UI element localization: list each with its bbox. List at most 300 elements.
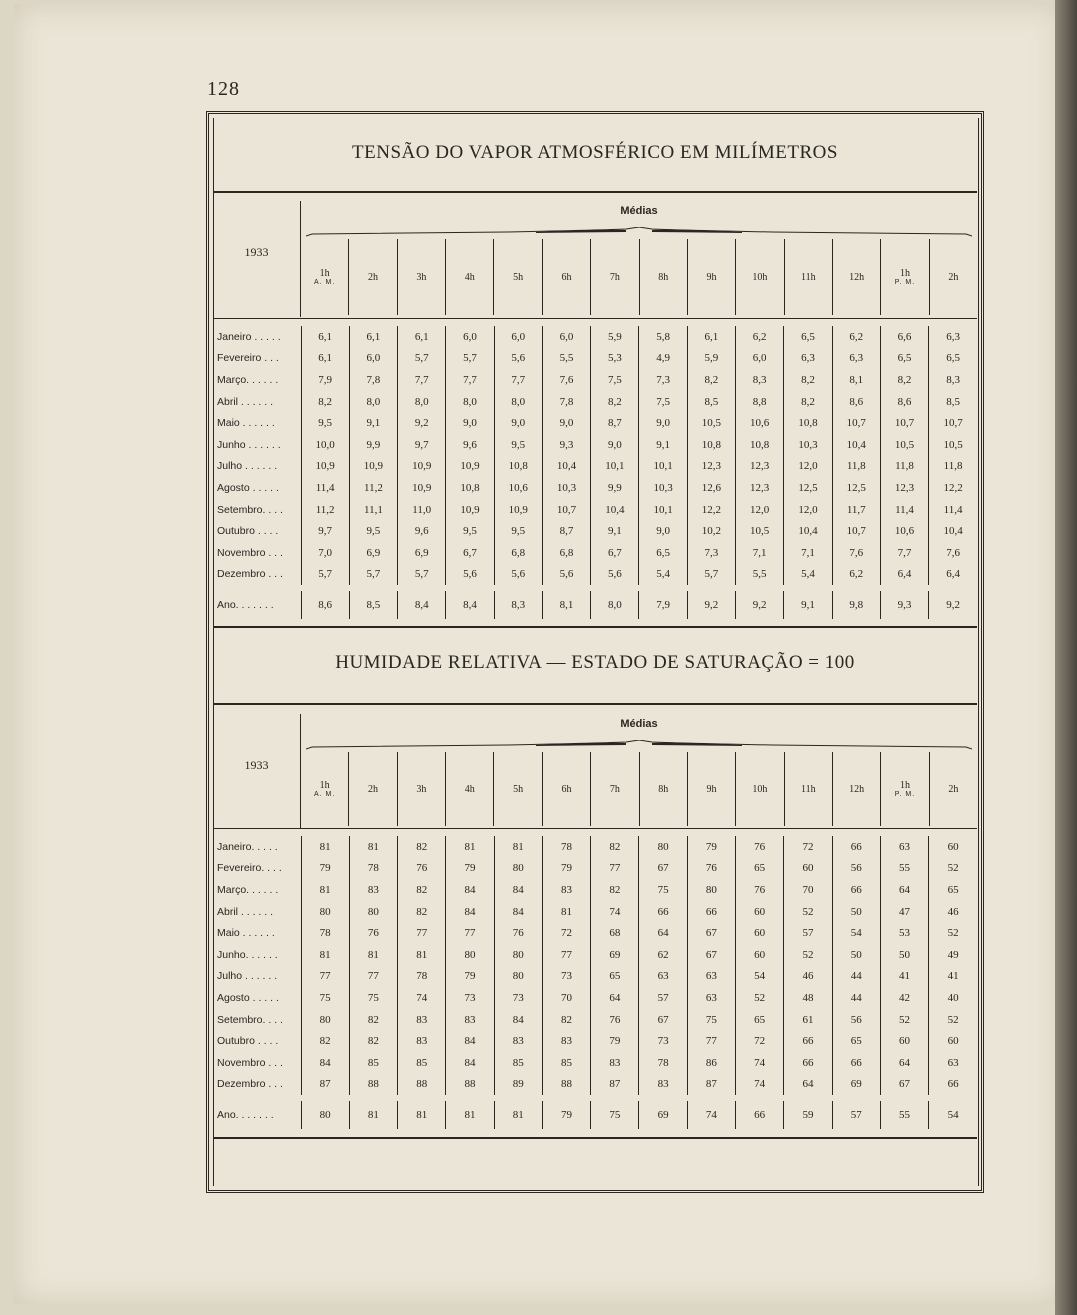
table-cell: 83 xyxy=(349,879,397,901)
table-cell: 86 xyxy=(687,1052,735,1074)
table-cell: 8,2 xyxy=(880,369,928,391)
table-cell: 12,3 xyxy=(687,456,735,478)
table-cell: 5,6 xyxy=(494,564,542,589)
table2-hour-header xyxy=(832,752,880,826)
table-cell: 9,2 xyxy=(398,412,446,434)
table-cell: 83 xyxy=(639,1074,687,1099)
table-cell: 9,3 xyxy=(880,588,928,619)
table-cell: 42 xyxy=(880,987,928,1009)
table2-hour-header xyxy=(880,752,928,826)
table-cell: 80 xyxy=(301,901,349,923)
table-cell: 83 xyxy=(446,1009,494,1031)
table-cell: 67 xyxy=(639,858,687,880)
table-cell: 81 xyxy=(398,944,446,966)
table-cell: 50 xyxy=(832,944,880,966)
table-cell: 79 xyxy=(446,966,494,988)
table-cell: 6,5 xyxy=(880,348,928,370)
table-cell: 65 xyxy=(929,879,977,901)
table-cell: 5,5 xyxy=(736,564,784,589)
table-cell: 82 xyxy=(398,879,446,901)
table2-header xyxy=(213,706,977,828)
table-cell: 5,9 xyxy=(687,348,735,370)
table-cell: 12,3 xyxy=(736,477,784,499)
hour-label: 4h xyxy=(464,783,475,795)
table1-header xyxy=(213,193,977,317)
table-cell: 9,0 xyxy=(446,412,494,434)
table-cell: 79 xyxy=(542,858,590,880)
table-cell: 55 xyxy=(880,858,928,880)
table-cell: 7,6 xyxy=(929,542,977,564)
table2-hour-header xyxy=(397,752,445,826)
table-cell: 6,1 xyxy=(301,348,349,370)
row-label: Setembro. . . . xyxy=(213,1009,301,1031)
table-cell: 5,8 xyxy=(639,326,687,348)
row-label: Janeiro . . . . . xyxy=(213,326,301,348)
row-label: Ano. . . . . . . xyxy=(213,588,301,619)
table-cell: 87 xyxy=(591,1074,639,1099)
table-cell: 10,0 xyxy=(301,434,349,456)
row-label: Fevereiro. . . . xyxy=(213,858,301,880)
table-cell: 63 xyxy=(929,1052,977,1074)
table-cell: 9,1 xyxy=(349,412,397,434)
table-cell: 8,0 xyxy=(591,588,639,619)
row-label: Junho . . . . . . xyxy=(213,434,301,456)
table-cell: 6,3 xyxy=(784,348,832,370)
table-cell: 10,3 xyxy=(639,477,687,499)
table-cell: 44 xyxy=(832,966,880,988)
table-cell: 81 xyxy=(349,1098,397,1129)
table-cell: 66 xyxy=(639,901,687,923)
table-cell: 10,8 xyxy=(687,434,735,456)
table-cell: 9,0 xyxy=(639,520,687,542)
table-cell: 78 xyxy=(639,1052,687,1074)
table-cell: 60 xyxy=(880,1030,928,1052)
table-cell: 9,6 xyxy=(398,520,446,542)
table-cell: 66 xyxy=(736,1098,784,1129)
table-cell: 10,1 xyxy=(639,456,687,478)
table-cell: 66 xyxy=(832,1052,880,1074)
table-cell: 73 xyxy=(494,987,542,1009)
hour-label: 10h xyxy=(752,783,768,795)
row-label: Novembro . . . xyxy=(213,1052,301,1074)
table1-bottom-rule xyxy=(213,626,977,628)
table-cell: 6,2 xyxy=(832,326,880,348)
table-cell: 74 xyxy=(736,1074,784,1099)
table-cell: 64 xyxy=(880,1052,928,1074)
table-cell: 12,2 xyxy=(687,499,735,521)
table-cell: 6,1 xyxy=(687,326,735,348)
table-row xyxy=(213,477,977,499)
table-cell: 70 xyxy=(784,879,832,901)
table-cell: 87 xyxy=(301,1074,349,1099)
table-cell: 59 xyxy=(784,1098,832,1129)
table-cell: 80 xyxy=(301,1098,349,1129)
table-cell: 9,0 xyxy=(494,412,542,434)
table-cell: 57 xyxy=(784,922,832,944)
table-cell: 11,8 xyxy=(880,456,928,478)
table2-hour-header xyxy=(639,752,687,826)
table-cell: 5,7 xyxy=(349,564,397,589)
table-cell: 6,1 xyxy=(301,326,349,348)
table-cell: 81 xyxy=(494,1098,542,1129)
table-cell: 76 xyxy=(687,858,735,880)
table-cell: 10,7 xyxy=(880,412,928,434)
table2-title: HUMIDADE RELATIVA — ESTADO DE SATURAÇÃO = 100 xyxy=(335,652,855,673)
table2-medias-brace xyxy=(306,740,972,752)
table-cell: 79 xyxy=(591,1030,639,1052)
hour-label: 7h xyxy=(609,271,620,283)
hour-label: 11h xyxy=(800,271,816,283)
table-cell: 81 xyxy=(349,836,397,858)
table-row xyxy=(213,966,977,988)
table-cell: 7,7 xyxy=(494,369,542,391)
row-label: Março. . . . . . xyxy=(213,369,301,391)
table-cell: 9,1 xyxy=(591,520,639,542)
table-cell: 79 xyxy=(301,858,349,880)
table-cell: 84 xyxy=(494,879,542,901)
table-cell: 41 xyxy=(880,966,928,988)
table-cell: 11,2 xyxy=(301,499,349,521)
table-cell: 82 xyxy=(591,879,639,901)
table-cell: 56 xyxy=(832,858,880,880)
table-cell: 12,0 xyxy=(736,499,784,521)
row-label: Novembro . . . xyxy=(213,542,301,564)
table-cell: 8,4 xyxy=(446,588,494,619)
table-cell: 8,3 xyxy=(494,588,542,619)
table-cell: 11,8 xyxy=(832,456,880,478)
table-cell: 6,2 xyxy=(832,564,880,589)
table-cell: 6,0 xyxy=(446,326,494,348)
table-cell: 7,0 xyxy=(301,542,349,564)
table-cell: 77 xyxy=(349,966,397,988)
hour-label: 11h xyxy=(800,783,816,795)
table-cell: 6,0 xyxy=(736,348,784,370)
table-cell: 57 xyxy=(832,1098,880,1129)
table-cell: 9,2 xyxy=(736,588,784,619)
table-cell: 69 xyxy=(639,1098,687,1129)
table-row xyxy=(213,564,977,589)
table-cell: 8,2 xyxy=(301,391,349,413)
total-row xyxy=(213,588,977,619)
table-cell: 81 xyxy=(542,901,590,923)
table-cell: 10,7 xyxy=(929,412,977,434)
table-cell: 7,5 xyxy=(639,391,687,413)
hour-label: 6h xyxy=(561,271,572,283)
table-cell: 10,2 xyxy=(687,520,735,542)
table-row xyxy=(213,922,977,944)
row-label: Agosto . . . . . xyxy=(213,477,301,499)
table-row xyxy=(213,499,977,521)
table-cell: 5,7 xyxy=(687,564,735,589)
table-cell: 76 xyxy=(736,836,784,858)
total-row xyxy=(213,1098,977,1129)
table-row xyxy=(213,520,977,542)
row-label: Abril . . . . . . xyxy=(213,901,301,923)
table-cell: 84 xyxy=(446,1052,494,1074)
row-label: Janeiro. . . . . xyxy=(213,836,301,858)
table-cell: 74 xyxy=(736,1052,784,1074)
table-cell: 10,6 xyxy=(736,412,784,434)
row-label: Dezembro . . . xyxy=(213,1074,301,1099)
table-cell: 46 xyxy=(929,901,977,923)
table-cell: 82 xyxy=(591,836,639,858)
table-row xyxy=(213,1030,977,1052)
table-cell: 78 xyxy=(301,922,349,944)
table-cell: 10,8 xyxy=(736,434,784,456)
table-cell: 44 xyxy=(832,987,880,1009)
table-cell: 52 xyxy=(784,944,832,966)
hour-label: 5h xyxy=(513,783,524,795)
table-cell: 77 xyxy=(301,966,349,988)
table1-hour-header xyxy=(445,239,493,315)
table-cell: 66 xyxy=(784,1052,832,1074)
table-cell: 73 xyxy=(639,1030,687,1052)
table-cell: 70 xyxy=(542,987,590,1009)
table-cell: 76 xyxy=(349,922,397,944)
table-cell: 80 xyxy=(494,944,542,966)
table-cell: 84 xyxy=(446,901,494,923)
table-cell: 6,0 xyxy=(494,326,542,348)
hour-label: 12h xyxy=(849,783,865,795)
table-cell: 69 xyxy=(591,944,639,966)
table-cell: 8,7 xyxy=(542,520,590,542)
table-cell: 10,9 xyxy=(446,456,494,478)
hour-label: 8h xyxy=(658,271,669,283)
table-cell: 12,5 xyxy=(784,477,832,499)
table-cell: 54 xyxy=(929,1098,977,1129)
table-cell: 60 xyxy=(736,901,784,923)
table-cell: 8,1 xyxy=(832,369,880,391)
table-cell: 50 xyxy=(880,944,928,966)
table-cell: 63 xyxy=(687,987,735,1009)
table-cell: 9,9 xyxy=(591,477,639,499)
table-cell: 6,9 xyxy=(349,542,397,564)
table-cell: 12,3 xyxy=(736,456,784,478)
book-spine xyxy=(1055,0,1077,1315)
table-cell: 11,1 xyxy=(349,499,397,521)
table-cell: 78 xyxy=(398,966,446,988)
table-cell: 5,7 xyxy=(398,564,446,589)
table-cell: 12,0 xyxy=(784,499,832,521)
table-cell: 10,9 xyxy=(398,477,446,499)
table-cell: 80 xyxy=(446,944,494,966)
table-cell: 77 xyxy=(687,1030,735,1052)
table-cell: 9,2 xyxy=(687,588,735,619)
table-row xyxy=(213,1074,977,1099)
table1-hour-header xyxy=(542,239,590,315)
table-cell: 85 xyxy=(349,1052,397,1074)
table2-hour-header xyxy=(735,752,783,826)
table-row xyxy=(213,542,977,564)
row-label: Março. . . . . . xyxy=(213,879,301,901)
table-cell: 5,4 xyxy=(639,564,687,589)
table-cell: 60 xyxy=(736,922,784,944)
table-cell: 12,3 xyxy=(880,477,928,499)
table1-year: 1933 xyxy=(244,245,269,259)
table-cell: 88 xyxy=(398,1074,446,1099)
table-row xyxy=(213,434,977,456)
table-cell: 81 xyxy=(301,944,349,966)
table2-year: 1933 xyxy=(244,758,269,772)
table2-hour-header xyxy=(590,752,638,826)
table-cell: 82 xyxy=(349,1030,397,1052)
table-cell: 81 xyxy=(446,1098,494,1129)
table-cell: 6,5 xyxy=(929,348,977,370)
table-cell: 74 xyxy=(591,901,639,923)
table-cell: 5,3 xyxy=(591,348,639,370)
table-cell: 52 xyxy=(929,1009,977,1031)
table-cell: 6,6 xyxy=(880,326,928,348)
table-cell: 6,8 xyxy=(542,542,590,564)
row-label: Setembro. . . . xyxy=(213,499,301,521)
table-cell: 4,9 xyxy=(639,348,687,370)
hour-label: 12h xyxy=(849,271,865,283)
table-cell: 84 xyxy=(494,1009,542,1031)
table-cell: 84 xyxy=(301,1052,349,1074)
table-cell: 8,3 xyxy=(736,369,784,391)
table-cell: 81 xyxy=(349,944,397,966)
table-cell: 8,3 xyxy=(929,369,977,391)
table-cell: 82 xyxy=(542,1009,590,1031)
table-cell: 52 xyxy=(880,1009,928,1031)
hour-label: 2h xyxy=(948,783,959,795)
row-label: Outubro . . . . xyxy=(213,1030,301,1052)
table-cell: 12,6 xyxy=(687,477,735,499)
table-cell: 72 xyxy=(784,836,832,858)
table-cell: 8,6 xyxy=(832,391,880,413)
table-cell: 10,5 xyxy=(880,434,928,456)
table-cell: 47 xyxy=(880,901,928,923)
table-cell: 8,0 xyxy=(446,391,494,413)
table-cell: 9,1 xyxy=(784,588,832,619)
table-cell: 10,5 xyxy=(736,520,784,542)
table-cell: 11,8 xyxy=(929,456,977,478)
hour-label: 8h xyxy=(658,783,669,795)
table-cell: 73 xyxy=(446,987,494,1009)
table-cell: 8,5 xyxy=(349,588,397,619)
table-cell: 8,5 xyxy=(929,391,977,413)
table-cell: 10,8 xyxy=(446,477,494,499)
table-cell: 10,6 xyxy=(494,477,542,499)
table-cell: 83 xyxy=(591,1052,639,1074)
table-row xyxy=(213,412,977,434)
table-cell: 66 xyxy=(832,879,880,901)
table-cell: 64 xyxy=(784,1074,832,1099)
table-cell: 9,0 xyxy=(639,412,687,434)
table-cell: 52 xyxy=(736,987,784,1009)
table-cell: 8,0 xyxy=(494,391,542,413)
table-cell: 11,4 xyxy=(301,477,349,499)
table2-medias-label: Médias xyxy=(620,718,658,730)
row-label: Junho. . . . . . xyxy=(213,944,301,966)
table2-header-rule xyxy=(213,828,977,829)
table-row xyxy=(213,1009,977,1031)
table-cell: 62 xyxy=(639,944,687,966)
hour-label: 1h xyxy=(319,780,330,791)
table-cell: 76 xyxy=(398,858,446,880)
table-cell: 75 xyxy=(639,879,687,901)
table-cell: 6,4 xyxy=(929,564,977,589)
table2-hour-header xyxy=(445,752,493,826)
table2-hour-headers xyxy=(301,752,977,826)
table-cell: 6,9 xyxy=(398,542,446,564)
table-cell: 75 xyxy=(301,987,349,1009)
table-cell: 8,2 xyxy=(784,391,832,413)
table-row xyxy=(213,456,977,478)
table-cell: 12,0 xyxy=(784,456,832,478)
table-cell: 40 xyxy=(929,987,977,1009)
table1-title: TENSÃO DO VAPOR ATMOSFÉRICO EM MILÍMETROS xyxy=(352,142,838,163)
table-cell: 7,8 xyxy=(542,391,590,413)
table-cell: 57 xyxy=(639,987,687,1009)
table-cell: 10,7 xyxy=(542,499,590,521)
table-cell: 81 xyxy=(301,836,349,858)
table-cell: 81 xyxy=(446,836,494,858)
table-cell: 48 xyxy=(784,987,832,1009)
table-cell: 64 xyxy=(880,879,928,901)
hour-label: 1h xyxy=(319,268,330,279)
table-cell: 6,0 xyxy=(542,326,590,348)
table-cell: 11,4 xyxy=(880,499,928,521)
table-cell: 9,5 xyxy=(494,520,542,542)
table-cell: 61 xyxy=(784,1009,832,1031)
table-row xyxy=(213,901,977,923)
table-row xyxy=(213,858,977,880)
table-cell: 6,4 xyxy=(880,564,928,589)
table-cell: 60 xyxy=(929,1030,977,1052)
table-cell: 10,1 xyxy=(639,499,687,521)
hour-label: 9h xyxy=(706,271,717,283)
table-cell: 5,9 xyxy=(591,326,639,348)
table-cell: 10,3 xyxy=(784,434,832,456)
table-cell: 9,5 xyxy=(349,520,397,542)
table-cell: 66 xyxy=(687,901,735,923)
table-cell: 68 xyxy=(591,922,639,944)
table-cell: 85 xyxy=(398,1052,446,1074)
table-cell: 67 xyxy=(687,922,735,944)
table-cell: 89 xyxy=(494,1074,542,1099)
table-cell: 10,4 xyxy=(591,499,639,521)
table-cell: 5,6 xyxy=(591,564,639,589)
table-cell: 56 xyxy=(832,1009,880,1031)
table-cell: 52 xyxy=(784,901,832,923)
table2-title-rule xyxy=(213,703,977,705)
table-cell: 8,2 xyxy=(784,369,832,391)
table-cell: 84 xyxy=(446,1030,494,1052)
table-cell: 8,4 xyxy=(398,588,446,619)
table-cell: 72 xyxy=(542,922,590,944)
table-row xyxy=(213,987,977,1009)
table-cell: 83 xyxy=(398,1009,446,1031)
pm-note: P. M. xyxy=(894,279,916,286)
table-cell: 65 xyxy=(591,966,639,988)
table-cell: 80 xyxy=(494,858,542,880)
table-cell: 7,5 xyxy=(591,369,639,391)
table-cell: 6,1 xyxy=(349,326,397,348)
table-cell: 9,0 xyxy=(542,412,590,434)
table-cell: 11,4 xyxy=(929,499,977,521)
table-cell: 60 xyxy=(736,944,784,966)
table-cell: 10,4 xyxy=(784,520,832,542)
table-cell: 10,4 xyxy=(832,434,880,456)
table2-body xyxy=(213,836,977,1129)
table-cell: 63 xyxy=(639,966,687,988)
hour-label: 3h xyxy=(416,783,427,795)
table-cell: 6,3 xyxy=(832,348,880,370)
table-cell: 60 xyxy=(784,858,832,880)
row-label: Maio . . . . . . xyxy=(213,412,301,434)
table-cell: 81 xyxy=(398,1098,446,1129)
